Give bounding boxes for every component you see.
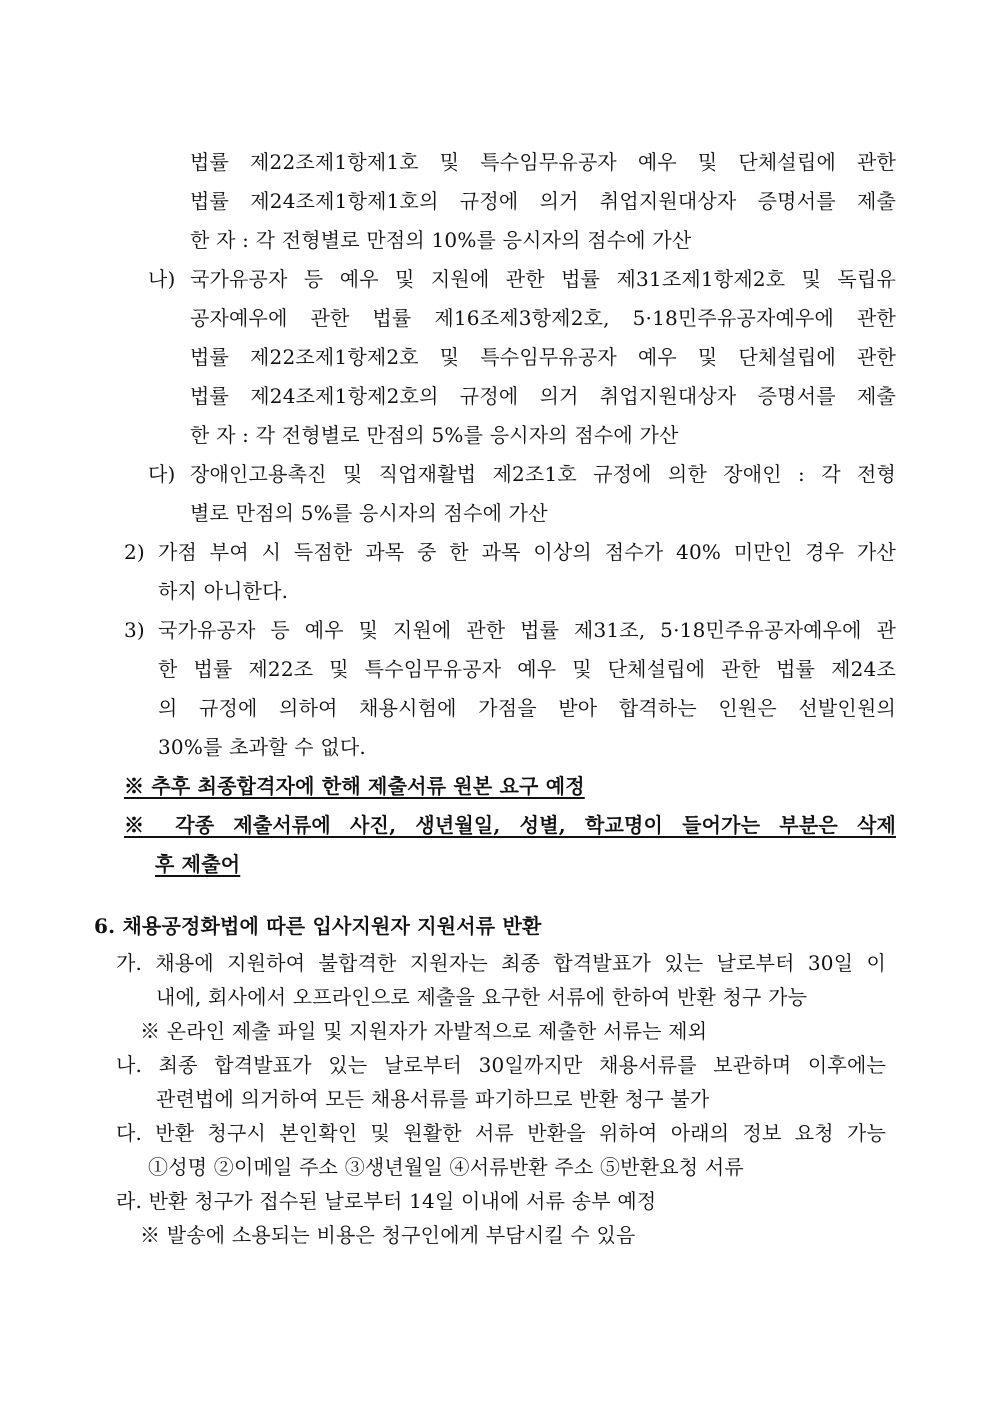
text-line: 내에, 회사에서 오프라인으로 제출을 요구한 서류에 한하여 반환 청구 가능 [156,985,808,1009]
list-marker: 나) [148,267,176,291]
text-line: 한 법률 제22조 및 특수임무유공자 예우 및 단체설립에 관한 법률 제24조 [158,657,896,681]
list-marker: 2) [124,540,145,564]
notice-remove-personal-info: ※ 각종 제출서류에 사진, 생년월일, 성별, 학교명이 들어가는 부분은 삭제 [124,813,896,837]
text-line: 관련법에 의거하여 모든 채용서류를 파기하므로 반환 청구 불가 [156,1087,710,1111]
text-line: 법률 제22조제1항제2호 및 특수임무유공자 예우 및 단체설립에 관한 [190,345,896,369]
text-line: 국가유공자 등 예우 및 지원에 관한 법률 제31조제1항제2호 및 독립유 [190,267,896,291]
text-line: 한 자 : 각 전형별로 만점의 10%를 응시자의 점수에 가산 [190,228,692,252]
note-line: ※ 발송에 소용되는 비용은 청구인에게 부담시킬 수 있음 [140,1223,636,1247]
text-line: 30%를 초과할 수 없다. [158,735,366,759]
list-marker: 다) [148,462,176,486]
text-line: 법률 제24조제1항제2호의 규정에 의거 취업지원대상자 증명서를 제출 [190,384,896,408]
text-line: 법률 제24조제1항제1호의 규정에 의거 취업지원대상자 증명서를 제출 [190,189,896,213]
text-line: ①성명 ②이메일 주소 ③생년월일 ④서류반환 주소 ⑤반환요청 서류 [148,1155,744,1179]
text-line: 한 자 : 각 전형별로 만점의 5%를 응시자의 점수에 가산 [190,423,679,447]
text-line: 나. 최종 합격발표가 있는 날로부터 30일까지만 채용서류를 보관하며 이후에는 [116,1053,886,1077]
text-line: 다. 반환 청구시 본인확인 및 원활한 서류 반환을 위하여 아래의 정보 요청 가능 [116,1121,886,1145]
text-line: 라. 반환 청구가 접수된 날로부터 14일 이내에 서류 송부 예정 [116,1189,657,1213]
text-line: 별로 만점의 5%를 응시자의 점수에 가산 [190,501,548,525]
text-line: 가. 채용에 지원하여 불합격한 지원자는 최종 합격발표가 있는 날로부터 30일 이 [116,951,886,975]
text-line: 국가유공자 등 예우 및 지원에 관한 법률 제31조, 5·18민주유공자예우에 관 [158,618,896,642]
text-line: 공자예우에 관한 법률 제16조제3항제2호, 5·18민주유공자예우에 관한 [190,306,896,330]
section-heading: 6. 채용공정화법에 따른 입사지원자 지원서류 반환 [94,914,542,938]
text-line: 법률 제22조제1항제1호 및 특수임무유공자 예우 및 단체설립에 관한 [190,150,896,174]
text-line: 의 규정에 의하여 채용시험에 가점을 받아 합격하는 인원은 선발인원의 [158,696,896,720]
text-line: 가점 부여 시 득점한 과목 중 한 과목 이상의 점수가 40% 미만인 경우 가산 [158,540,896,564]
notice-original-documents: ※ 추후 최종합격자에 한해 제출서류 원본 요구 예정 [124,774,585,798]
text-line: 하지 아니한다. [158,579,289,603]
list-marker: 3) [124,618,145,642]
note-line: ※ 온라인 제출 파일 및 지원자가 자발적으로 제출한 서류는 제외 [140,1019,708,1043]
notice-remove-personal-info-cont: 후 제출어 [155,852,241,876]
text-line: 장애인고용촉진 및 직업재활법 제2조1호 규정에 의한 장애인 : 각 전형 [190,462,896,486]
